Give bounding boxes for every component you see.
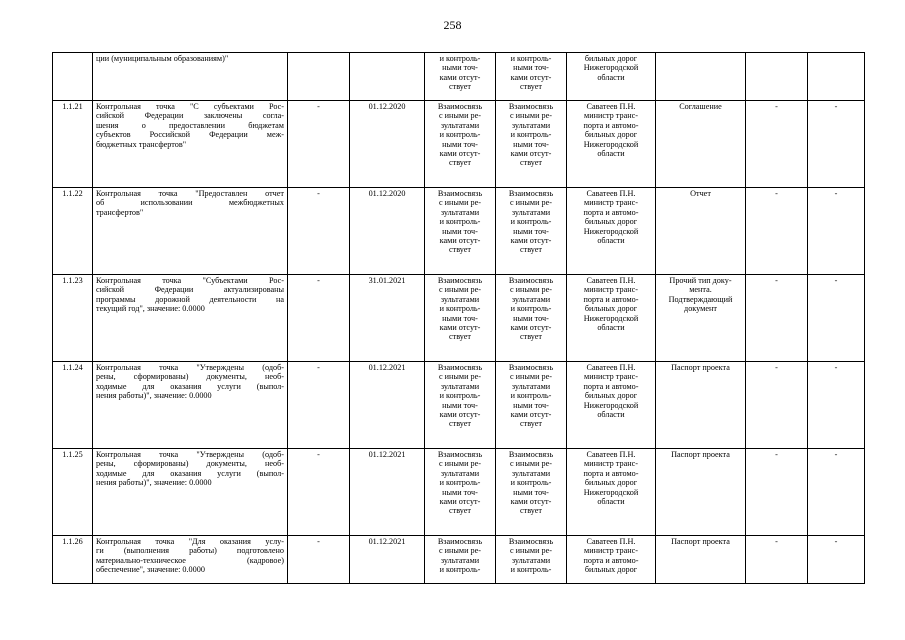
cell-text: Взаимосвязь: [437, 537, 483, 546]
cell-text: ходимые для оказания услуги (выпол-: [96, 381, 284, 391]
cell-text: Отчет: [690, 189, 711, 198]
extra-column-2-cell: [808, 536, 865, 584]
base-value-cell: [288, 449, 350, 536]
table-row: [53, 101, 865, 188]
cell-text: -: [317, 102, 320, 111]
cell-text: Контрольная точка "Утверждены (одоб-: [96, 363, 284, 372]
cell-text: ными точ-: [442, 313, 478, 323]
responsible-person-cell: [567, 53, 656, 101]
cell-text: бильных дорог: [584, 565, 638, 575]
cell-text: Взаимосвязь: [508, 363, 554, 372]
cell-text: с иными ре-: [438, 459, 481, 469]
cell-text: бильных дорог: [584, 304, 638, 314]
row-number-cell: [53, 536, 93, 584]
cell-text: программы дорожной деятельности на: [96, 294, 284, 304]
cell-text: Паспорт проекта: [671, 537, 730, 546]
cell-text: ками отсут-: [510, 72, 552, 82]
cell-text: 1.1.26: [62, 537, 83, 546]
cell-text: ками отсут-: [439, 323, 481, 333]
cell-text: с иными ре-: [509, 198, 552, 208]
extra-column-2-cell: [808, 362, 865, 449]
cell-text: зультатами: [511, 468, 551, 478]
table-row: [53, 188, 865, 275]
page-number: 258: [443, 18, 462, 32]
cell-text: Контрольная точка "С субъектами Рос-: [96, 102, 284, 111]
cell-text: ными точ-: [513, 63, 549, 73]
cell-text: -: [317, 450, 320, 459]
cell-text: ными точ-: [442, 487, 478, 497]
cell-text: Взаимосвязь: [437, 363, 483, 372]
cell-text: ками отсут-: [439, 497, 481, 507]
cell-text: ствует: [449, 332, 471, 342]
cell-text: документ: [684, 304, 717, 314]
cell-text: ными точ-: [442, 139, 478, 149]
cell-text: Саватеев П.Н.: [586, 276, 636, 285]
control-point-name-cell: [93, 536, 288, 584]
due-date-cell: [350, 101, 425, 188]
cell-text: и контроль-: [510, 391, 552, 401]
cell-text: и контроль-: [510, 217, 552, 227]
cell-text: Паспорт проекта: [671, 450, 730, 459]
cell-text: и контроль-: [510, 565, 552, 575]
document-type-cell: [656, 53, 746, 101]
base-value-cell: [288, 188, 350, 275]
extra-column-1-cell: [746, 53, 808, 101]
cell-text: министр транс-: [584, 111, 638, 121]
cell-text: 01.12.2021: [368, 450, 406, 459]
cell-text: ствует: [449, 419, 471, 429]
cell-text: ствует: [520, 419, 542, 429]
cell-text: ными точ-: [442, 63, 478, 73]
predecessor-link-cell: [425, 188, 496, 275]
cell-text: Контрольная точка "Утверждены (одоб-: [96, 450, 284, 459]
cell-text: Соглашение: [679, 102, 722, 111]
cell-text: -: [775, 102, 778, 111]
table-row: [53, 536, 865, 584]
cell-text: области: [597, 410, 625, 420]
predecessor-link-cell: [425, 275, 496, 362]
cell-text: и контроль-: [510, 478, 552, 488]
successor-link-cell: [496, 53, 567, 101]
cell-text: бильных дорог: [584, 217, 638, 227]
row-number-cell: [53, 275, 93, 362]
cell-text: министр транс-: [584, 372, 638, 382]
cell-text: с иными ре-: [438, 546, 481, 556]
table-row: [53, 53, 865, 101]
cell-text: с иными ре-: [509, 285, 552, 295]
cell-text: Взаимосвязь: [437, 450, 483, 459]
cell-text: ными точ-: [513, 313, 549, 323]
cell-text: Нижегородской: [583, 487, 639, 497]
cell-text: Контрольная точка "Предоставлен отчет: [96, 189, 284, 198]
due-date-cell: [350, 449, 425, 536]
responsible-person-cell: [567, 275, 656, 362]
table-row: [53, 362, 865, 449]
cell-text: и контроль-: [439, 565, 481, 575]
cell-text: зультатами: [511, 555, 551, 565]
cell-text: 01.12.2020: [368, 102, 406, 111]
cell-text: и контроль-: [439, 217, 481, 227]
table-row: [53, 449, 865, 536]
cell-text: ствует: [449, 82, 471, 92]
control-points-table: [52, 52, 865, 584]
predecessor-link-cell: [425, 101, 496, 188]
base-value-cell: [288, 53, 350, 101]
base-value-cell: [288, 362, 350, 449]
cell-text: Нижегородской: [583, 139, 639, 149]
due-date-cell: [350, 362, 425, 449]
row-number-cell: [53, 362, 93, 449]
cell-text: ками отсут-: [439, 149, 481, 159]
cell-text: -: [775, 189, 778, 198]
cell-text: бильных дорог: [584, 130, 638, 140]
cell-text: Взаимосвязь: [508, 102, 554, 111]
cell-text: -: [775, 450, 778, 459]
cell-text: Подтверждающий: [668, 294, 733, 304]
cell-text: и контроль-: [510, 54, 552, 63]
cell-text: министр транс-: [584, 546, 638, 556]
control-point-name-cell: [93, 362, 288, 449]
cell-text: -: [834, 450, 838, 459]
extra-column-2-cell: [808, 449, 865, 536]
cell-text: порта и автомо-: [583, 120, 639, 130]
cell-text: 01.12.2020: [368, 189, 406, 198]
cell-text: с иными ре-: [438, 198, 481, 208]
cell-text: министр транс-: [584, 459, 638, 469]
extra-column-2-cell: [808, 53, 865, 101]
extra-column-2-cell: [808, 275, 865, 362]
extra-column-1-cell: [746, 101, 808, 188]
cell-text: области: [597, 236, 625, 246]
cell-text: порта и автомо-: [583, 381, 639, 391]
cell-text: ными точ-: [513, 226, 549, 236]
cell-text: 01.12.2021: [368, 537, 406, 546]
cell-text: бильных дорог: [584, 391, 638, 401]
cell-text: порта и автомо-: [583, 207, 639, 217]
cell-text: сийской Федерации заключены согла-: [96, 111, 284, 121]
successor-link-cell: [496, 362, 567, 449]
document-type-cell: [656, 101, 746, 188]
cell-text: ками отсут-: [510, 410, 552, 420]
cell-text: Саватеев П.Н.: [586, 363, 636, 372]
base-value-cell: [288, 536, 350, 584]
control-point-name-cell: [93, 275, 288, 362]
document-type-cell: [656, 536, 746, 584]
cell-text: с иными ре-: [509, 459, 552, 469]
cell-text: 1.1.24: [62, 363, 83, 372]
document-type-cell: [656, 188, 746, 275]
cell-text: нения работы)", значение: 0.0000: [96, 478, 212, 488]
due-date-cell: [350, 536, 425, 584]
document-type-cell: [656, 275, 746, 362]
cell-text: об использовании межбюджетных: [96, 198, 284, 208]
cell-text: ными точ-: [442, 400, 478, 410]
cell-text: с иными ре-: [438, 285, 481, 295]
cell-text: ствует: [449, 245, 471, 255]
extra-column-1-cell: [746, 188, 808, 275]
cell-text: Взаимосвязь: [508, 276, 554, 285]
responsible-person-cell: [567, 188, 656, 275]
cell-text: ками отсут-: [439, 72, 481, 82]
cell-text: -: [317, 189, 320, 198]
predecessor-link-cell: [425, 536, 496, 584]
due-date-cell: [350, 188, 425, 275]
cell-text: ками отсут-: [510, 323, 552, 333]
control-point-name-cell: [93, 188, 288, 275]
cell-text: и контроль-: [439, 478, 481, 488]
successor-link-cell: [496, 275, 567, 362]
cell-text: рены, сформированы) документы, необ-: [96, 372, 284, 382]
document-type-cell: [656, 449, 746, 536]
cell-text: -: [834, 363, 838, 372]
cell-text: порта и автомо-: [583, 468, 639, 478]
cell-text: порта и автомо-: [583, 294, 639, 304]
cell-text: Взаимосвязь: [437, 189, 483, 198]
cell-text: ствует: [520, 158, 542, 168]
cell-text: ными точ-: [513, 487, 549, 497]
cell-text: шения о предоставлении бюджетам: [96, 120, 284, 130]
cell-text: ками отсут-: [439, 236, 481, 246]
cell-text: 1.1.23: [62, 276, 83, 285]
predecessor-link-cell: [425, 53, 496, 101]
cell-text: зультатами: [440, 207, 480, 217]
cell-text: с иными ре-: [509, 546, 552, 556]
cell-text: ствует: [520, 506, 542, 516]
cell-text: Нижегородской: [583, 400, 639, 410]
extra-column-1-cell: [746, 362, 808, 449]
cell-text: -: [775, 276, 778, 285]
cell-text: 31.01.2021: [368, 276, 406, 285]
cell-text: зультатами: [440, 120, 480, 130]
cell-text: -: [834, 537, 838, 546]
cell-text: 1.1.25: [62, 450, 83, 459]
cell-text: Взаимосвязь: [508, 189, 554, 198]
cell-text: бильных дорог: [584, 478, 638, 488]
control-point-name-cell: [93, 101, 288, 188]
responsible-person-cell: [567, 536, 656, 584]
cell-text: и контроль-: [510, 304, 552, 314]
successor-link-cell: [496, 188, 567, 275]
cell-text: мента.: [689, 285, 712, 295]
cell-text: Взаимосвязь: [508, 537, 554, 546]
cell-text: ходимые для оказания услуги (выпол-: [96, 468, 284, 478]
cell-text: -: [317, 537, 320, 546]
document-type-cell: [656, 362, 746, 449]
cell-text: нения работы)", значение: 0.0000: [96, 391, 212, 401]
cell-text: с иными ре-: [509, 372, 552, 382]
extra-column-1-cell: [746, 449, 808, 536]
control-point-name-cell: [93, 449, 288, 536]
cell-text: порта и автомо-: [583, 555, 639, 565]
extra-column-2-cell: [808, 101, 865, 188]
cell-text: области: [597, 323, 625, 333]
cell-text: 1.1.21: [62, 102, 83, 111]
cell-text: зультатами: [511, 294, 551, 304]
cell-text: зультатами: [440, 381, 480, 391]
base-value-cell: [288, 275, 350, 362]
cell-text: ными точ-: [513, 400, 549, 410]
control-point-name-cell: [93, 53, 288, 101]
cell-text: Прочий тип доку-: [669, 276, 732, 285]
cell-text: Нижегородской: [583, 226, 639, 236]
cell-text: Паспорт проекта: [671, 363, 730, 372]
responsible-person-cell: [567, 449, 656, 536]
cell-text: трансфертов": [96, 207, 144, 217]
cell-text: области: [597, 149, 625, 159]
cell-text: Саватеев П.Н.: [586, 537, 636, 546]
cell-text: и контроль-: [439, 130, 481, 140]
cell-text: Саватеев П.Н.: [586, 102, 636, 111]
cell-text: области: [597, 72, 625, 82]
cell-text: зультатами: [511, 207, 551, 217]
successor-link-cell: [496, 101, 567, 188]
cell-text: -: [834, 276, 838, 285]
cell-text: -: [775, 537, 778, 546]
cell-text: ками отсут-: [510, 497, 552, 507]
table-row: [53, 275, 865, 362]
cell-text: -: [317, 276, 320, 285]
row-number-cell: [53, 101, 93, 188]
cell-text: Взаимосвязь: [437, 102, 483, 111]
cell-text: и контроль-: [510, 130, 552, 140]
cell-text: зультатами: [440, 555, 480, 565]
cell-text: Саватеев П.Н.: [586, 450, 636, 459]
cell-text: и контроль-: [439, 54, 481, 63]
cell-text: министр транс-: [584, 198, 638, 208]
cell-text: -: [317, 363, 320, 372]
cell-text: ками отсут-: [439, 410, 481, 420]
cell-text: с иными ре-: [509, 111, 552, 121]
cell-text: ствует: [520, 245, 542, 255]
cell-text: министр транс-: [584, 285, 638, 295]
cell-text: -: [834, 102, 838, 111]
due-date-cell: [350, 53, 425, 101]
cell-text: 01.12.2021: [368, 363, 406, 372]
responsible-person-cell: [567, 101, 656, 188]
predecessor-link-cell: [425, 449, 496, 536]
cell-text: и контроль-: [439, 304, 481, 314]
cell-text: и контроль-: [439, 391, 481, 401]
cell-text: -: [834, 189, 838, 198]
cell-text: с иными ре-: [438, 111, 481, 121]
cell-text: субъектов Российской Федерации меж-: [96, 130, 284, 140]
cell-text: зультатами: [511, 120, 551, 130]
cell-text: ствует: [449, 506, 471, 516]
predecessor-link-cell: [425, 362, 496, 449]
cell-text: бюджетных трансфертов": [96, 139, 187, 149]
cell-text: зультатами: [511, 381, 551, 391]
cell-text: обеспечение", значение: 0.0000: [96, 565, 205, 575]
cell-text: сийской Федерации актуализированы: [96, 285, 284, 295]
cell-text: бильных дорог: [584, 54, 638, 63]
cell-text: с иными ре-: [438, 372, 481, 382]
extra-column-1-cell: [746, 536, 808, 584]
cell-text: ками отсут-: [510, 236, 552, 246]
cell-text: ками отсут-: [510, 149, 552, 159]
cell-text: рены, сформированы) документы, необ-: [96, 459, 284, 469]
cell-text: области: [597, 497, 625, 507]
cell-text: Саватеев П.Н.: [586, 189, 636, 198]
row-number-cell: [53, 449, 93, 536]
cell-text: ствует: [449, 158, 471, 168]
extra-column-1-cell: [746, 275, 808, 362]
cell-text: Взаимосвязь: [508, 450, 554, 459]
successor-link-cell: [496, 449, 567, 536]
table-body: [53, 53, 865, 584]
base-value-cell: [288, 101, 350, 188]
cell-text: Контрольная точка "Субъектами Рос-: [96, 276, 284, 285]
cell-text: Нижегородской: [583, 313, 639, 323]
cell-text: Взаимосвязь: [437, 276, 483, 285]
responsible-person-cell: [567, 362, 656, 449]
cell-text: Нижегородской: [583, 63, 639, 73]
cell-text: Контрольная точка "Для оказания услу-: [96, 537, 284, 546]
cell-text: ными точ-: [513, 139, 549, 149]
cell-text: ги (выполнения работы) подготовлено: [96, 546, 284, 556]
cell-text: материально-техническое (кадровое): [96, 555, 284, 565]
cell-text: ствует: [520, 332, 542, 342]
due-date-cell: [350, 275, 425, 362]
cell-text: текущий год", значение: 0.0000: [96, 304, 205, 314]
row-number-cell: [53, 188, 93, 275]
cell-text: ными точ-: [442, 226, 478, 236]
cell-text: -: [775, 363, 778, 372]
cell-text: зультатами: [440, 294, 480, 304]
cell-text: ции (муниципальным образованиям)": [96, 54, 229, 63]
row-number-cell: [53, 53, 93, 101]
cell-text: зультатами: [440, 468, 480, 478]
cell-text: 1.1.22: [62, 189, 83, 198]
extra-column-2-cell: [808, 188, 865, 275]
cell-text: ствует: [520, 82, 542, 92]
successor-link-cell: [496, 536, 567, 584]
